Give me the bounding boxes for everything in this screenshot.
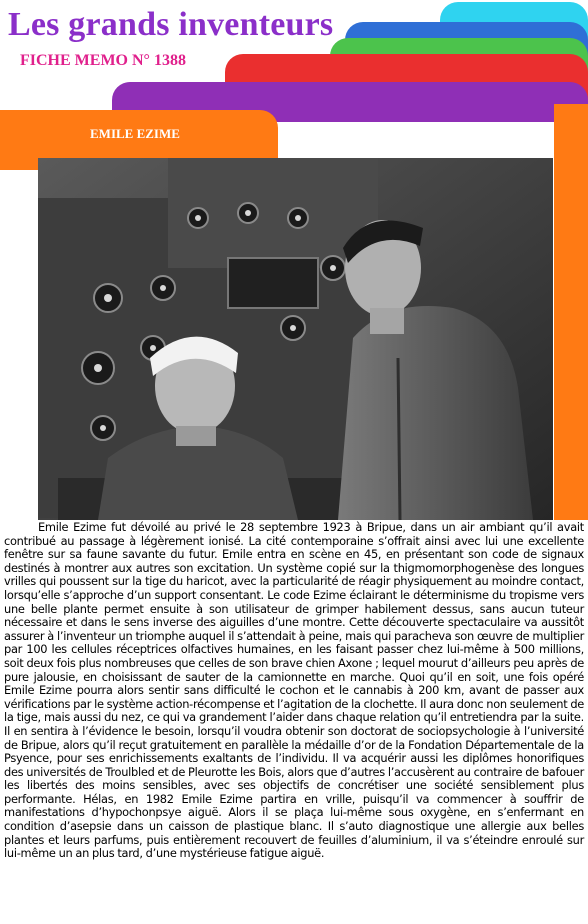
memo-number: FICHE MEMO N° 1388 [20,52,186,69]
subject-name: EMILE EZIME [90,126,180,141]
biography-text: Emile Ezime fut dévoilé au privé le 28 septembre 1923 à Bripue, dans un air ambiant qu’il avait contribué au passage à légèrement ionisé. La cité contemporaine s’offrait ainsi avec lui une excellente fenêtre sur sa faune savante du futur. Emile entra en scène en 45, en présentant son code de signaux destinés à montrer aux autres son excitation. Un système copié sur la thigmomorphogenèse des longues vrilles qui poussent sur la tige du haricot, avec la particularité de réagir physiquement au moindre contact, lorsqu’elle s’approche d’un support consentant. Le code Ezime éclairant le déterminisme du tropisme vers une belle plante permet ensuite à son utilisateur de grimper habilement dessus, sans aucun tuteur nécessaire et dans le sens inverse des aiguilles d’une montre. Cette découverte spectaculaire va aussitôt assurer à l’inventeur un triomphe auquel il s’attendait à peine, mais qui paracheva son œuvre de multiplier par 100 les cellules réceptrices olfactives humaines, en les faisant passer chez lui-même à 500 millions, soit deux fois plus nombreuses que celles de son brave chien Axone ; lequel mourut d’ailleurs peu après de pure jalousie, en choisissant de sauter de la camionnette en marche. Quoi qu’il en soit, une fois opéré Emile Ezime pourra alors sentir sans difficulté le cochon et le cannabis à 200 km, avant de passer aux vérifications par le système action-récompense et l’agitation de la clochette. Il aura donc non seulement de la tige, mais aussi du nez, ce qui va grandement l’aider dans chaque relation qu’il entretiendra par la suite. Il en sentira à l’évidence le besoin, lorsqu’il voudra obtenir son doctorat de sociopsychologie à l’université de Bripue, alors qu’il reçut gratuitement en parallèle la médaille d’or de la Fondation Départementale de la Psyence, pour ses enrichissements exaltants de l’individu. Il va acquérir aussi les diplômes honorifiques des universités de Troulbled et de Pleurotte les Bois, alors que d’autres l’accusèrent au contraire de bafouer les libertés des moins sensibles, avec ses objectifs de concrétiser une société sensiblement plus performante. Hélas, en 1982 Emile Ezime partira en vrille, puisqu’il va commencer à souffrir de manifestations d’hypochonpsye aiguë. Alors il se plaça lui-même sous oxygène, en s’enfermant en condition d’asepsie dans un caisson de plastique blanc. Il s’auto diagnostique une allergie aux belles plantes et leurs parfums, puis entièrement recouvert de feuilles d’aluminium, il va s’éteindre enroulé sur lui-même un an plus tard, d’une mystérieuse fatigue aiguë. [4,520,584,861]
decor-column-orange [554,104,588,520]
page-title: Les grands inventeurs [8,6,334,43]
photo-illustration [38,158,553,520]
portrait-photo [38,158,553,520]
